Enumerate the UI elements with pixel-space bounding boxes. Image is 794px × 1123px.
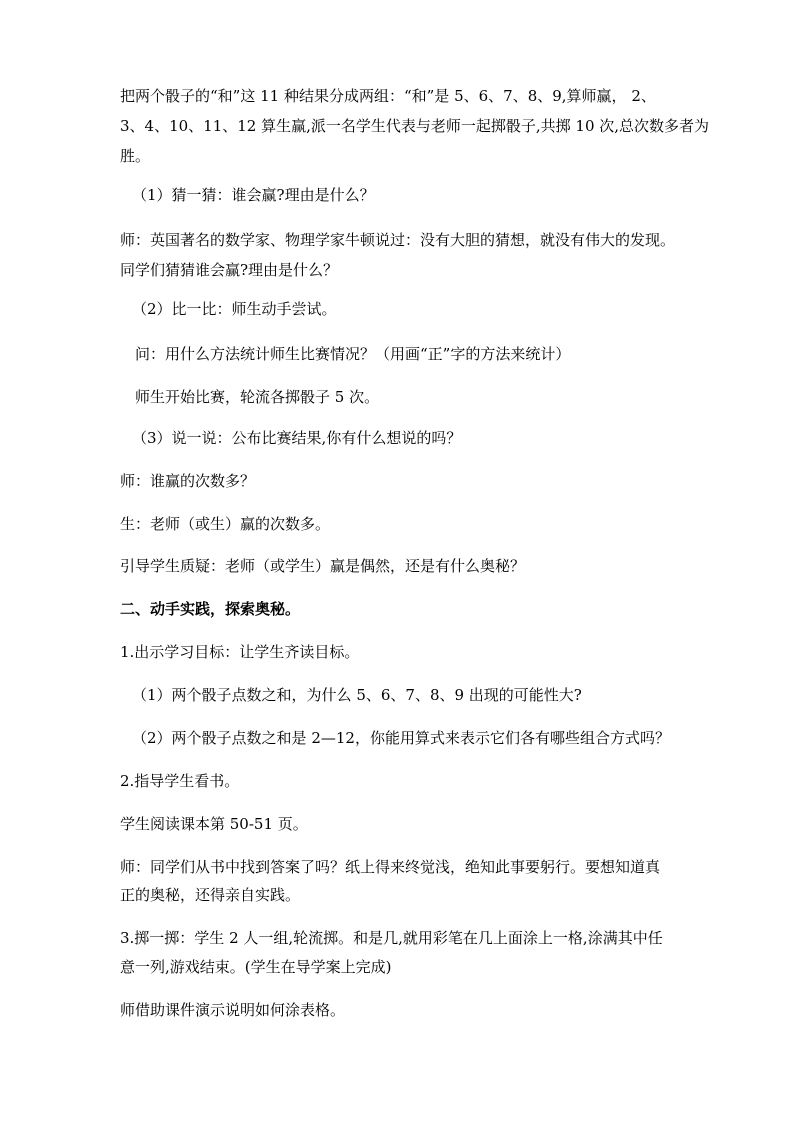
step-say: （3）说一说：公布比赛结果,你有什么想说的吗？ xyxy=(132,429,462,447)
learning-goal: 1.出示学习目标：让学生齐读目标。 xyxy=(120,643,360,661)
paragraph-dice-sum-line-3: 胜。 xyxy=(120,147,151,165)
paragraph-dice-sum-line-1: 把两个骰子的“和”这 11 种结果分成两组：“和”是 5、6、7、8、9,算师赢， 2、 xyxy=(120,87,656,105)
goal-item-2: （2）两个骰子点数之和是 2—12，你能用算式来表示它们各有哪些组合方式吗？ xyxy=(132,729,670,747)
question-statistics: 问：用什么方法统计师生比赛情况？（用画“正”字的方法来统计） xyxy=(135,345,571,363)
teacher-newton-quote-line-2: 同学们猜猜谁会赢?理由是什么？ xyxy=(120,261,339,279)
step-compare: （2）比一比：师生动手尝试。 xyxy=(132,300,337,318)
teacher-student-match: 师生开始比赛，轮流各掷骰子 5 次。 xyxy=(135,388,380,406)
throw-activity-line-1: 3.掷一掷：学生 2 人一组,轮流掷。和是几,就用彩笔在几上面涂上一格,涂满其中任 xyxy=(120,929,663,947)
textbook-reading: 学生阅读课本第 50-51 页。 xyxy=(120,815,308,833)
section-heading-practice: 二、动手实践，探索奥秘。 xyxy=(120,600,301,618)
teacher-newton-quote-line-1: 师：英国著名的数学家、物理学家牛顿说过：没有大胆的猜想，就没有伟大的发现。 xyxy=(120,231,676,249)
guide-reading: 2.指导学生看书。 xyxy=(120,772,240,790)
teacher-practice-line-1: 师：同学们从书中找到答案了吗？纸上得来终觉浅，绝知此事要躬行。要想知道真 xyxy=(120,858,661,876)
teacher-practice-line-2: 正的奥秘，还得亲自实践。 xyxy=(120,886,301,904)
student-answer: 生：老师（或生）赢的次数多。 xyxy=(120,515,331,533)
teacher-question: 师：谁赢的次数多？ xyxy=(120,472,256,490)
paragraph-dice-sum-line-2: 3、4、10、11、12 算生赢,派一名学生代表与老师一起掷骰子,共掷 10 次,总次数多者为 xyxy=(120,117,710,135)
goal-item-1: （1）两个骰子点数之和，为什么 5、6、7、8、9 出现的可能性大? xyxy=(132,686,582,704)
guide-question: 引导学生质疑：老师（或学生）赢是偶然，还是有什么奥秘？ xyxy=(120,557,526,575)
throw-activity-line-2: 意一列,游戏结束。(学生在导学案上完成) xyxy=(120,958,392,976)
step-guess: （1）猜一猜：谁会赢?理由是什么？ xyxy=(132,186,375,204)
courseware-demo: 师借助课件演示说明如何涂表格。 xyxy=(120,1001,346,1019)
